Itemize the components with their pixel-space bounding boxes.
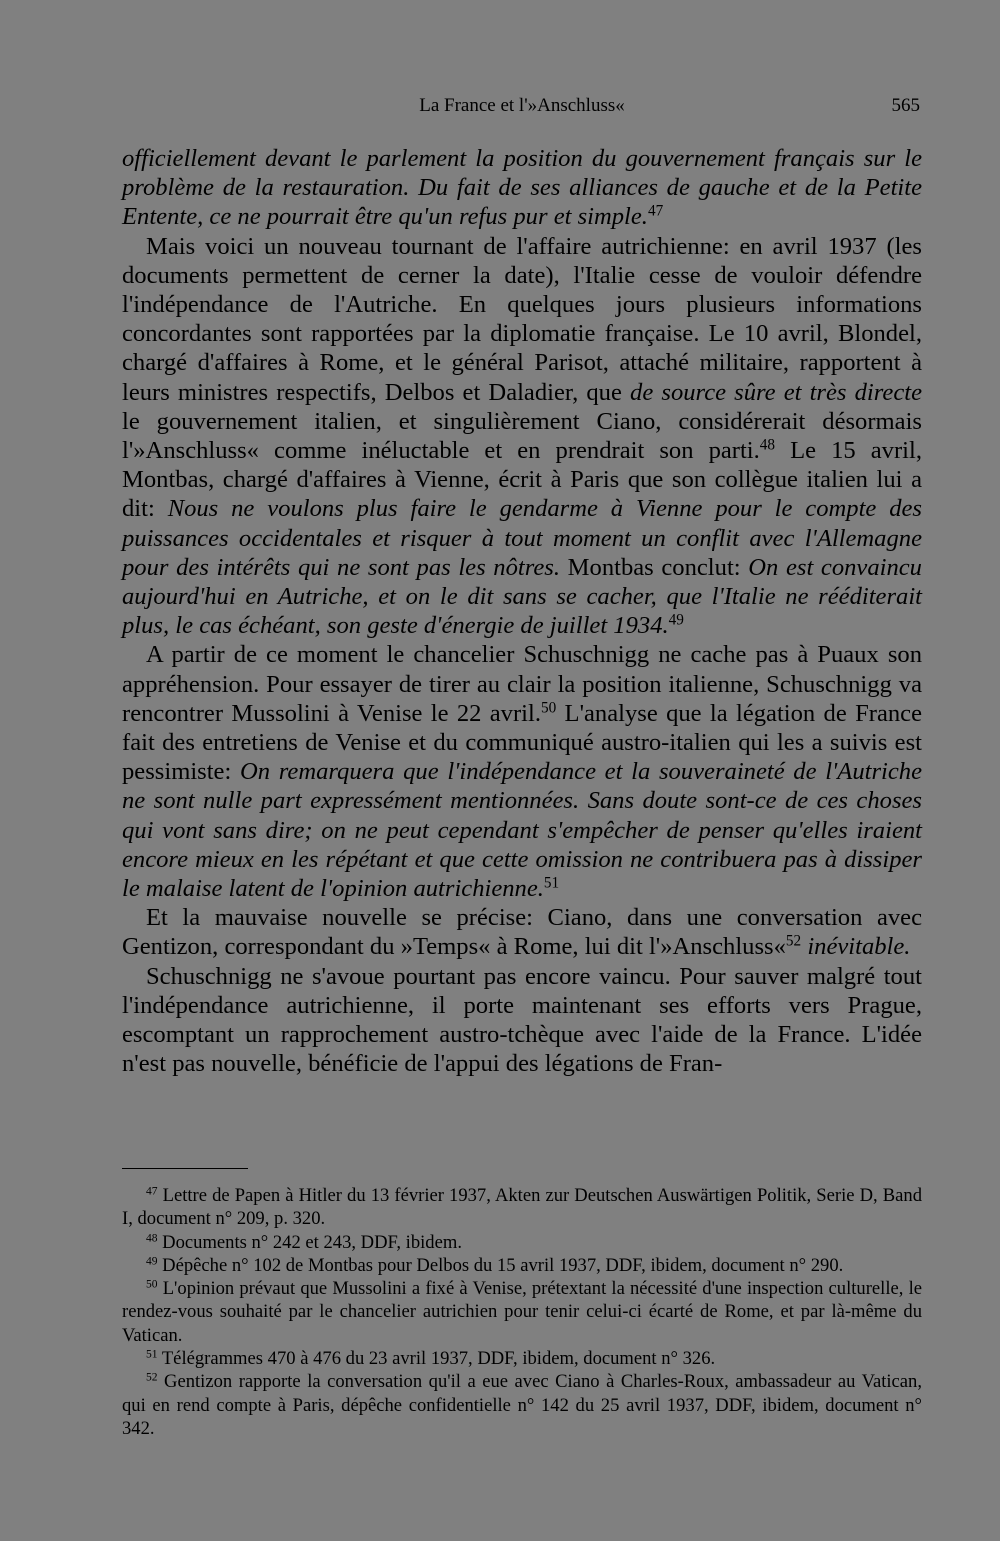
footnote-number: 47	[146, 1185, 158, 1198]
footnote-text: Dépêche n° 102 de Montbas pour Delbos du 15 avril 1937, DDF, ibidem, document n° 290.	[157, 1254, 844, 1276]
italic-quote: Nous ne voulons plus faire le gendarme à Vienne pour le compte des puissances occidentales et risquer à tout moment un conflit avec l'Allemagne pour des intérêts qui ne sont pas les nôtres.	[122, 495, 922, 581]
paragraph-1	[122, 144, 922, 232]
italic-quote: inévitable.	[801, 933, 911, 961]
footnote-ref-52: 52	[785, 933, 802, 951]
text-run: L'analyse que la légation de France fait des entretiens de Venise et du communiqué austro-italien qui les a suivis est pessimiste:	[122, 699, 922, 786]
main-text	[122, 144, 922, 1079]
footnote-text: Gentizon rapporte la conversation qu'il a eue avec Ciano à Charles-Roux, ambassadeur au Vatican, qui en rend compte à Paris, dépêche confidentielle n° 142 du 25 avril 1937, DDF, ibidem, document n° 342.	[122, 1371, 922, 1439]
text-run: Montbas conclut:	[560, 553, 749, 581]
running-title: La France et l'»Anschluss«	[419, 95, 625, 116]
footnote-divider	[122, 1168, 248, 1169]
paragraph-4	[122, 903, 922, 961]
footnote-50	[122, 1277, 922, 1347]
footnote-number: 49	[146, 1255, 158, 1268]
running-header	[122, 95, 922, 125]
footnote-text: Télégrammes 470 à 476 du 23 avril 1937, DDF, ibidem, document n° 326.	[157, 1348, 716, 1370]
footnote-52	[122, 1370, 922, 1440]
footnote-48	[122, 1231, 922, 1254]
italic-quote: On est convaincu aujourd'hui en Autriche, et on le dit sans se cacher, que l'Italie ne rééditerait plus, le cas échéant, son geste d'énergie de juillet 1934.	[122, 553, 922, 640]
text-run: le gouvernement italien, et singulièrement Ciano, considérerait désormais l'»Anschluss« comme inéluctable et en prendrait son parti.	[122, 407, 922, 465]
footnote-ref-49: 49	[668, 611, 684, 629]
text-run: Le 15 avril, Montbas, chargé d'affaires à Vienne, écrit à Paris que son collègue italien lui a dit:	[122, 437, 922, 523]
footnote-text: L'opinion prévaut que Mussolini a fixé à Venise, prétextant la nécessité d'une inspection culturelle, le rendez-vous souhaité par le chancelier autrichien pour tenir celui-ci écarté de Rome, et par là-même du Vatican.	[122, 1278, 922, 1346]
footnote-51	[122, 1347, 922, 1370]
italic-quote: officiellement devant le parlement la position du gouvernement français sur le problème de la restauration. Du fait de ses alliances de gauche et de la Petite Entente, ce ne pourrait être qu'un refus pur et simple.	[122, 145, 922, 231]
footnote-text: Lettre de Papen à Hitler du 13 février 1937, Akten zur Deutschen Auswärtigen Politik, Serie D, Band I, document n° 209, p. 320.	[122, 1185, 922, 1230]
footnote-number: 51	[146, 1348, 158, 1361]
footnote-ref-48: 48	[759, 436, 776, 454]
footnote-number: 52	[146, 1372, 158, 1385]
footnote-ref-50: 50	[540, 699, 557, 717]
footnote-text: Documents n° 242 et 243, DDF, ibidem.	[157, 1231, 462, 1253]
page-number: 565	[891, 95, 920, 116]
italic-quote: On remarquera que l'indépendance et la souveraineté de l'Autriche ne sont nulle part expressément mentionnées. Sans doute sont-ce de ces choses qui vont sans dire; on ne peut cependant s'empêcher de penser qu'elles iraient encore mieux en les répétant et que cette omission ne contribuera pas à dissiper le malaise latent de l'opinion autrichienne.	[122, 758, 922, 903]
footnote-ref-47: 47	[647, 203, 664, 221]
footnote-number: 48	[146, 1232, 158, 1245]
italic-quote: de source sûre et très directe	[630, 378, 922, 406]
text-run: A partir de ce moment le chancelier Schuschnigg ne cache pas à Puaux son appréhension. Pour essayer de tirer au clair la position italienne, Schuschnigg va rencontrer Mussolini à Venise le 22 avril.	[122, 641, 922, 727]
text-run: Schuschnigg ne s'avoue pourtant pas encore vaincu. Pour sauver malgré tout l'indépendance autrichienne, il porte maintenant ses efforts vers Prague, escomptant un rapprochement austro-tchèque avec l'aide de la France. L'idée n'est pas nouvelle, bénéficie de l'appui des légations de Fran-	[122, 962, 922, 1078]
text-run: Mais voici un nouveau tournant de l'affaire autrichienne: en avril 1937 (les documents permettent de cerner la date), l'Italie cesse de vouloir défendre l'indépendance de l'Autriche. En quelques jours plusieurs informations concordantes sont rapportées par la diplomatie française. Le 10 avril, Blondel, chargé d'affaires à Rome, et le général Parisot, attaché militaire, rapportent à leurs ministres respectifs, Delbos et Daladier, que	[122, 232, 922, 406]
paragraph-5	[122, 962, 922, 1079]
footnote-ref-51: 51	[543, 874, 560, 892]
footnotes	[122, 1184, 922, 1440]
footnote-47	[122, 1184, 922, 1231]
footnote-number: 50	[146, 1278, 158, 1291]
footnote-49	[122, 1254, 922, 1277]
paragraph-3	[122, 640, 922, 903]
paragraph-2	[122, 232, 922, 641]
text-run: Et la mauvaise nouvelle se précise: Ciano, dans une conversation avec Gentizon, correspondant du »Temps« à Rome, lui dit l'»Anschluss«	[122, 904, 922, 961]
